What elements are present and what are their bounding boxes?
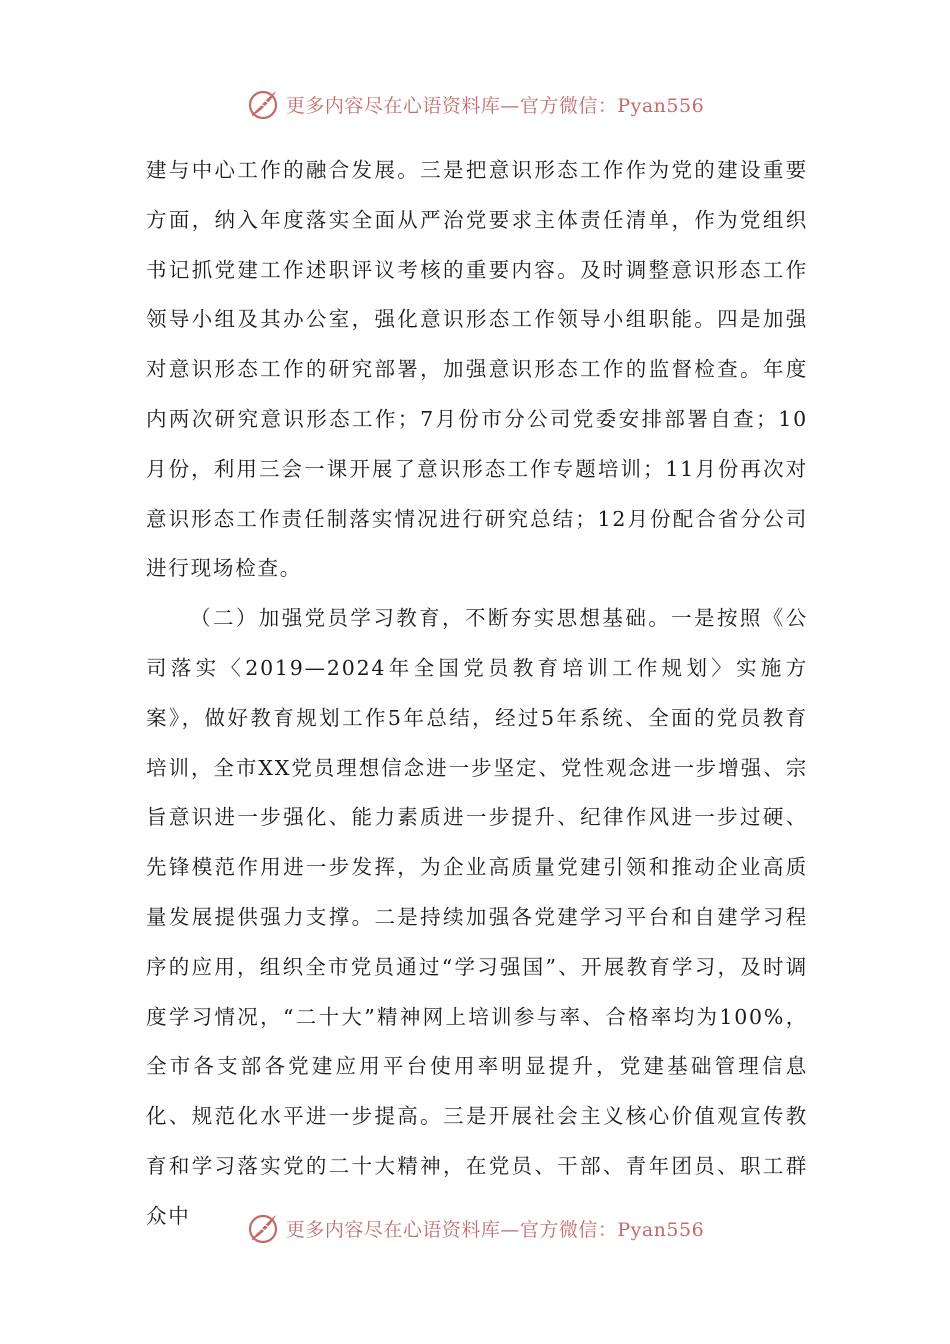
footer-watermark-banner	[0, 1206, 950, 1250]
feather-pen-logo-icon	[246, 1211, 280, 1245]
feather-pen-logo-icon	[246, 87, 280, 121]
header-watermark-banner	[0, 82, 950, 126]
document-body	[146, 146, 808, 1242]
watermark-text: 更多内容尽在心语资料库—官方微信：Pyan556	[285, 94, 705, 117]
watermark-text: 更多内容尽在心语资料库—官方微信：Pyan556	[285, 1218, 705, 1241]
section-paragraph: （二）加强党员学习教育，不断夯实思想基础。一是按照《公司落实〈2019—2024年全国党员教育培训工作规划〉实施方案》，做好教育规划工作5年总结，经过5年系统、全面的党员教育培训，全市XX党员理想信念进一步坚定、党性观念进一步增强、宗旨意识进一步强化、能力素质进一步提升、纪律作风进一步过硬、先锋模范作用进一步发挥，为企业高质量党建引领和推动企业高质量发展提供强力支撑。二是持续加强各党建学习平台和自建学习程序的应用，组织全市党员通过“学习强国”、开展教育学习，及时调度学习情况，“二十大”精神网上培训参与率、合格率均为100%，全市各支部各党建应用平台使用率明显提升，党建基础管理信息化、规范化水平进一步提高。三是开展社会主义核心价值观宣传教育和学习落实党的二十大精神，在党员、干部、青年团员、职工群众中	[146, 606, 808, 1228]
body-paragraph: 建与中心工作的融合发展。三是把意识形态工作作为党的建设重要方面，纳入年度落实全面从严治党要求主体责任清单，作为党组织书记抓党建工作述职评议考核的重要内容。及时调整意识形态工作领导小组及其办公室，强化意识形态工作领导小组职能。四是加强对意识形态工作的研究部署，加强意识形态工作的监督检查。年度内两次研究意识形态工作；7月份市分公司党委安排部署自查；10月份，利用三会一课开展了意识形态工作专题培训；11月份再次对意识形态工作责任制落实情况进行研究总结；12月份配合省分公司进行现场检查。	[146, 158, 808, 581]
